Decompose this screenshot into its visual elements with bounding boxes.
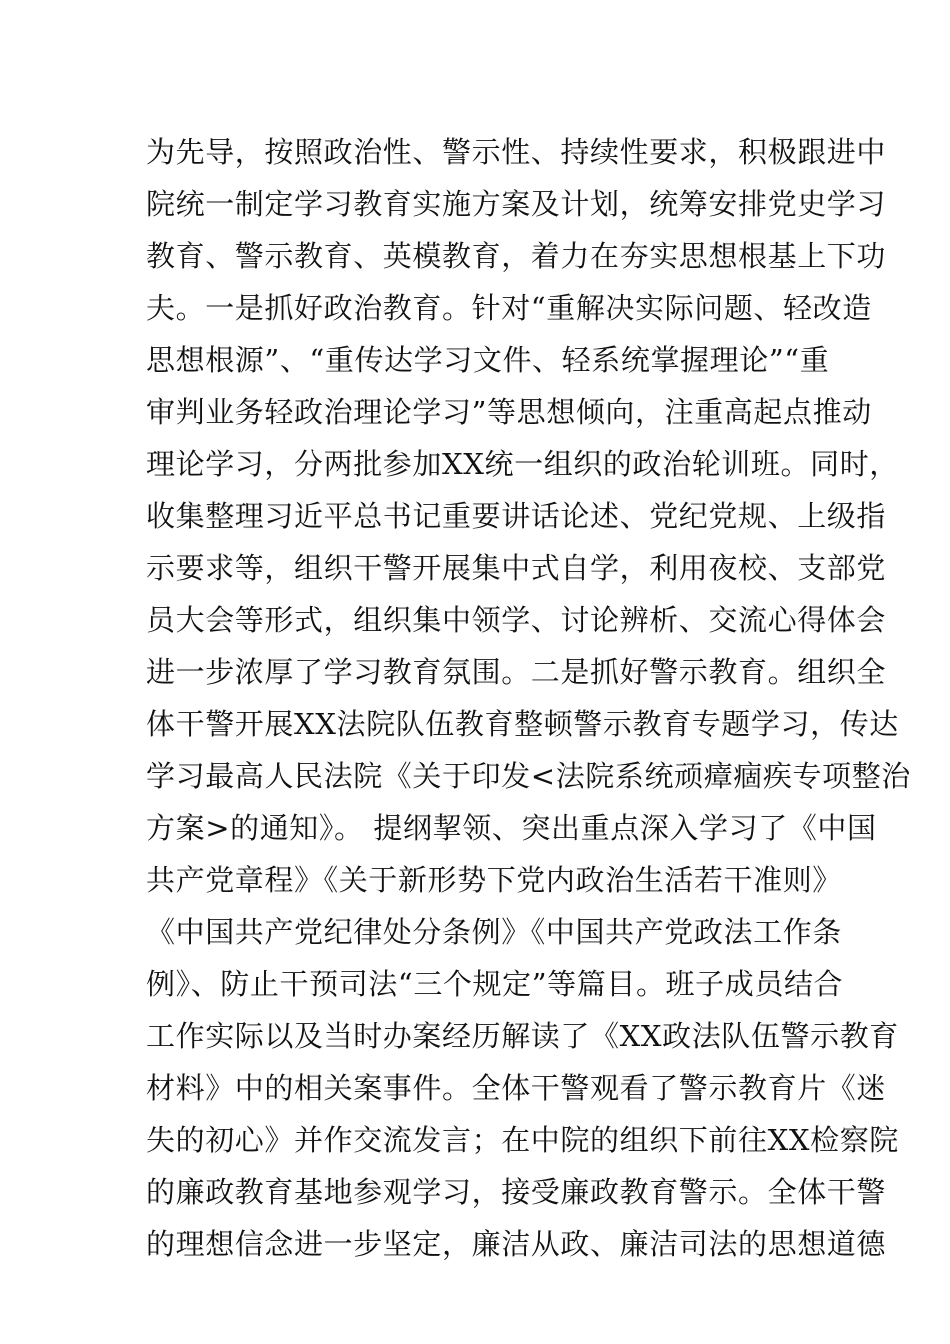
text-line: 思想根源”、“重传达学习文件、轻系统掌握理论”“重 — [146, 343, 830, 377]
text-line: 示要求等，组织干警开展集中式自学，利用夜校、支部党 — [146, 551, 887, 585]
text-line: 失的初心》并作交流发言；在中院的组织下前往XX检察院 — [146, 1123, 899, 1157]
text-line: 教育、警示教育、英模教育，着力在夯实思想根基上下功 — [146, 239, 887, 273]
text-line: 共产党章程》《关于新形势下党内政治生活若干准则》 — [146, 863, 842, 897]
text-line: 材料》中的相关案事件。全体干警观看了警示教育片《迷 — [146, 1071, 887, 1105]
text-line: 例》、防止干预司法“三个规定”等篇目。班子成员结合 — [146, 967, 844, 1001]
text-line: 进一步浓厚了学习教育氛围。二是抓好警示教育。组织全 — [146, 655, 887, 689]
text-line: 的廉政教育基地参观学习，接受廉政教育警示。全体干警 — [146, 1175, 887, 1209]
text-line: 学习最高人民法院《关于印发<法院系统顽瘴痼疾专项整治 — [146, 759, 911, 793]
text-line: 的理想信念进一步坚定，廉洁从政、廉洁司法的思想道德 — [146, 1227, 887, 1261]
text-line: 院统一制定学习教育实施方案及计划，统筹安排党史学习 — [146, 187, 887, 221]
text-line: 工作实际以及当时办案经历解读了《XX政法队伍警示教育 — [146, 1019, 899, 1053]
text-line: 为先导，按照政治性、警示性、持续性要求，积极跟进中 — [146, 135, 887, 169]
text-line: 夫。一是抓好政治教育。针对“重解决实际问题、轻改造 — [146, 291, 872, 325]
text-line: 员大会等形式，组织集中领学、讨论辨析、交流心得体会 — [146, 603, 887, 637]
text-line: 理论学习，分两批参加XX统一组织的政治轮训班。同时， — [146, 447, 899, 481]
text-line: 方案>的通知》。 提纲挈领、突出重点深入学习了《中国 — [146, 811, 877, 845]
text-line: 收集整理习近平总书记重要讲话论述、党纪党规、上级指 — [146, 499, 887, 533]
text-line: 《中国共产党纪律处分条例》《中国共产党政法工作条 — [146, 915, 842, 949]
text-line: 审判业务轻政治理论学习”等思想倾向，注重高起点推动 — [146, 395, 872, 429]
text-line: 体干警开展XX法院队伍教育整顿警示教育专题学习，传达 — [146, 707, 899, 741]
body-text — [146, 126, 911, 1270]
